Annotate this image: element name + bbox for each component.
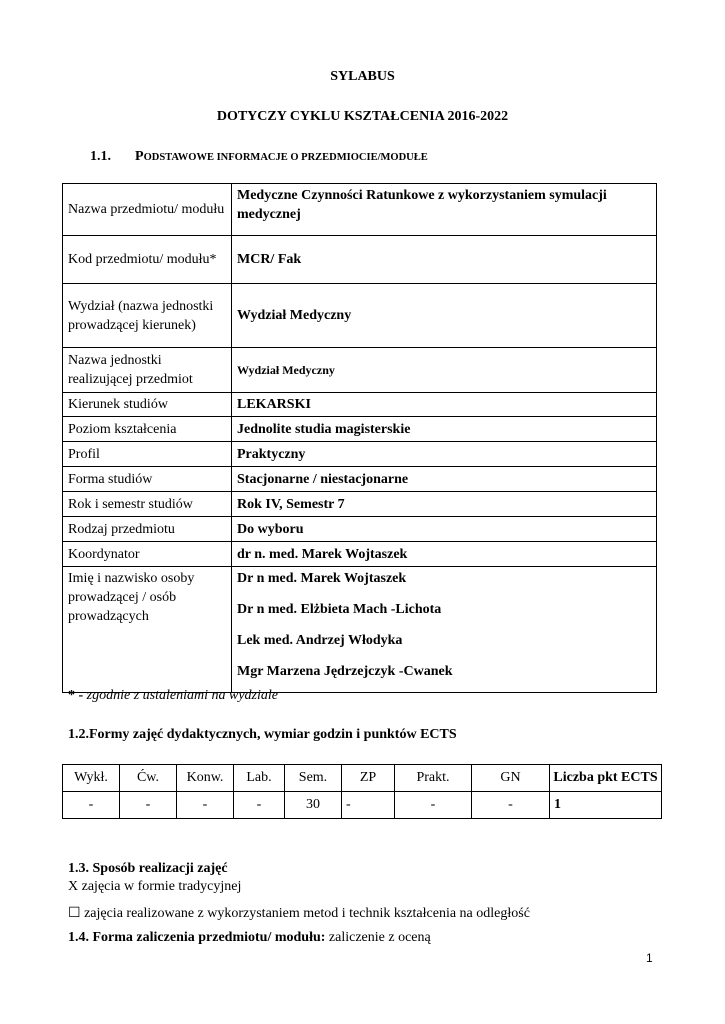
row-value: MCR/ Fak — [232, 236, 657, 284]
row-value: dr n. med. Marek Wojtaszek — [232, 542, 657, 567]
row-value: Do wyboru — [232, 517, 657, 542]
course-info-table — [62, 183, 657, 693]
header-cell: ZP — [342, 765, 395, 792]
section-1-4-label: 1.4. Forma zaliczenia przedmiotu/ modułu: — [68, 930, 326, 945]
header-cell: Prakt. — [395, 765, 472, 792]
row-label: Nazwa jednostki realizującej przedmiot — [63, 348, 232, 393]
table-row — [63, 393, 657, 417]
lecturers-list — [232, 567, 657, 693]
value-cell: - — [63, 792, 120, 819]
row-value: Wydział Medyczny — [232, 284, 657, 348]
table-row — [63, 417, 657, 442]
row-value: Jednolite studia magisterskie — [232, 417, 657, 442]
footnote — [68, 688, 278, 704]
option-traditional-text: zajęcia w formie tradycyjnej — [78, 879, 242, 894]
section-1-3-heading: 1.3. Sposób realizacji zajęć — [68, 861, 228, 876]
row-label: Rodzaj przedmiotu — [63, 517, 232, 542]
option-remote-text: zajęcia realizowane z wykorzystaniem metod i technik kształcenia na odległość — [80, 906, 530, 921]
row-label: Kod przedmiotu/ modułu* — [63, 236, 232, 284]
row-value: Medyczne Czynności Ratunkowe z wykorzystaniem symulacji medycznej — [232, 184, 657, 236]
option-remote — [68, 905, 530, 922]
value-cell: - — [234, 792, 285, 819]
row-label: Nazwa przedmiotu/ modułu — [63, 184, 232, 236]
section-number: 1.1. — [90, 149, 111, 164]
table-row — [63, 467, 657, 492]
row-value: Rok IV, Semestr 7 — [232, 492, 657, 517]
lecturer-name: Mgr Marzena Jędrzejczyk -Cwanek — [237, 664, 453, 679]
option-traditional — [68, 879, 241, 895]
header-cell: Ćw. — [120, 765, 177, 792]
row-label: Forma studiów — [63, 467, 232, 492]
value-cell: 30 — [285, 792, 342, 819]
section-title-rest: ODSTAWOWE INFORMACJE O PRZEDMIOCIE/MODUŁE — [143, 152, 428, 163]
section-title-initial: P — [135, 149, 144, 164]
row-label: Koordynator — [63, 542, 232, 567]
row-label: Profil — [63, 442, 232, 467]
footnote-star: * - — [68, 688, 84, 703]
table-header-row — [63, 765, 662, 792]
option-traditional-mark: X — [68, 879, 79, 894]
table-row — [63, 567, 657, 693]
row-value: Wydział Medyczny — [232, 348, 657, 393]
lecturer-name: Dr n med. Elżbieta Mach -Lichota — [237, 602, 442, 617]
table-row — [63, 542, 657, 567]
section-1-2-heading: 1.2.Formy zajęć dydaktycznych, wymiar godzin i punktów ECTS — [68, 727, 457, 742]
header-cell: Wykł. — [63, 765, 120, 792]
row-label: Kierunek studiów — [63, 393, 232, 417]
header-cell: Lab. — [234, 765, 285, 792]
table-row — [63, 236, 657, 284]
table-row — [63, 184, 657, 236]
value-cell: - — [120, 792, 177, 819]
header-cell: Liczba pkt ECTS — [550, 765, 662, 792]
table-row — [63, 492, 657, 517]
value-cell: - — [177, 792, 234, 819]
row-label: Wydział (nazwa jednostki prowadzącej kierunek) — [63, 284, 232, 348]
table-row — [63, 792, 662, 819]
document-subtitle: DOTYCZY CYKLU KSZTAŁCENIA 2016-2022 — [216, 109, 509, 124]
row-value: LEKARSKI — [232, 393, 657, 417]
section-1-1-heading — [90, 147, 428, 165]
lecturers-label: Imię i nazwisko osoby prowadzącej / osób prowadzących — [63, 567, 232, 693]
document-title: SYLABUS — [330, 69, 395, 84]
row-value: Praktyczny — [232, 442, 657, 467]
row-value: Stacjonarne / niestacjonarne — [232, 467, 657, 492]
row-label: Rok i semestr studiów — [63, 492, 232, 517]
lecturer-name: Dr n med. Marek Wojtaszek — [237, 571, 407, 586]
row-label: Poziom kształcenia — [63, 417, 232, 442]
table-row — [63, 442, 657, 467]
value-cell: - — [342, 792, 395, 819]
lecturer-name: Lek med. Andrzej Włodyka — [237, 633, 403, 648]
value-cell: 1 — [550, 792, 662, 819]
header-cell: Sem. — [285, 765, 342, 792]
value-cell: - — [472, 792, 550, 819]
header-cell: Konw. — [177, 765, 234, 792]
header-cell: GN — [472, 765, 550, 792]
checkbox-icon: ☐ — [68, 906, 81, 921]
footnote-text: zgodnie z ustaleniami na wydziale — [83, 688, 278, 703]
section-1-4 — [68, 930, 431, 946]
table-row — [63, 517, 657, 542]
table-row — [63, 284, 657, 348]
section-1-4-value: zaliczenie z oceną — [325, 930, 431, 945]
page-number: 1 — [646, 951, 653, 965]
table-row — [63, 348, 657, 393]
value-cell: - — [395, 792, 472, 819]
ects-table — [62, 764, 662, 819]
